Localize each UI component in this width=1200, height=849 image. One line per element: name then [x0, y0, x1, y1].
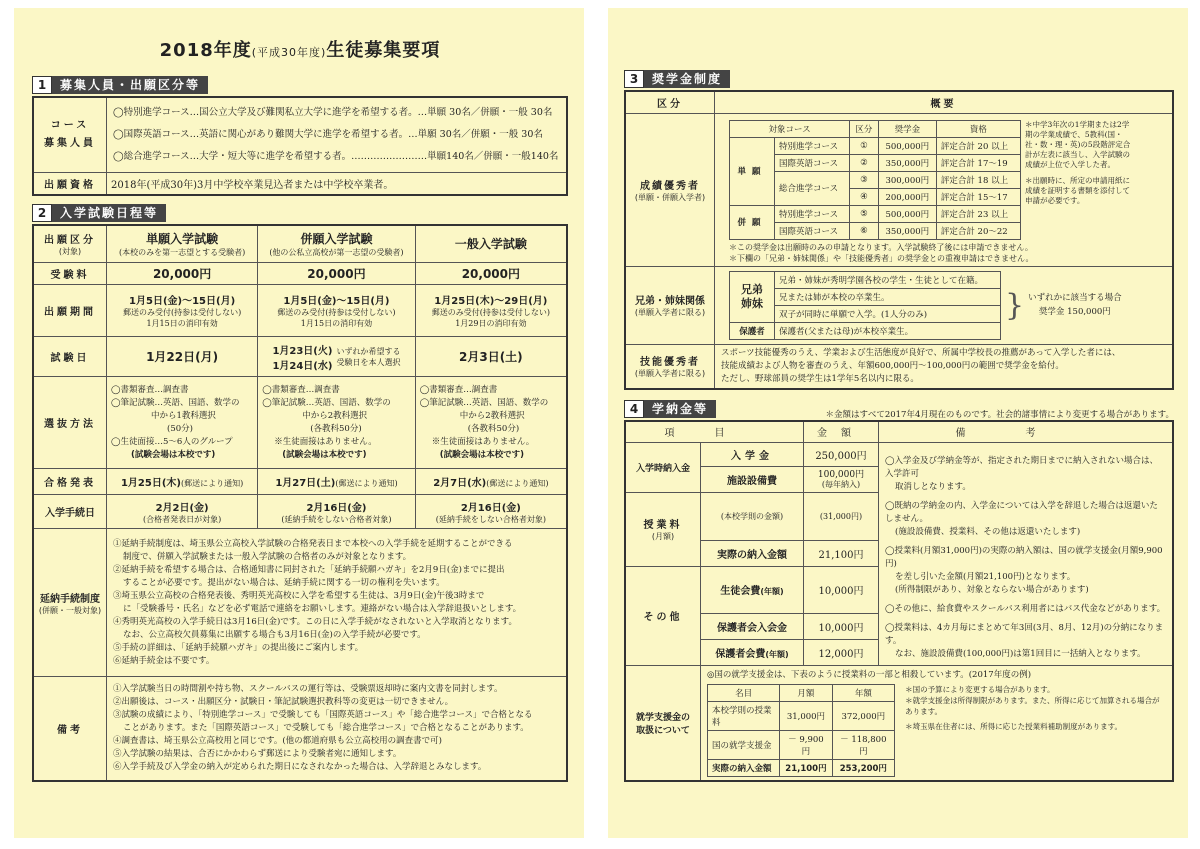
aid-table: 名目 月額 年額 本校学則の授業料 31,000円 372,000円 国の就学支援金 － 9,900円 － 118,800円 実際の納入金額 21,100円 253,200円: [707, 684, 895, 777]
fee-note: ＊金額はすべて2017年4月現在のものです。社会的諸事情により変更する場合があります。: [825, 409, 1174, 420]
schedule-table: 出願区分 (対象) 単願入学試験 (本校のみを第一志望とする受験者) 併願入学試験 (他の公私立高校が第一志望の受験者) 一般入学試験 受験料 20,000円 20,000円 20,000円 出願期間 1月5日(金)〜15日(月) 郵送のみ受付(持参は受付しない) 1月15日の消印有効 1月5日(金)〜15日(月) 郵送のみ受付(持参は受付しない) 1月15日の消印有効 1月25日(木)〜29日(月) 郵送のみ受付(持参は受付しない) 1月29日の消印有効 試験日 1月22日(月) 1月23日(火) 1月24日(水) いずれか希望する 受験日を本人選択 2月3日(土) 選抜方法 ◯書類審査…調査書 ◯筆記試験…英語、国語、数学の 中から1教科選択 (50分) ◯生徒面接…5〜6人のグループ (試験会場は本校です) ◯書類審査…調査書 ◯筆記試験…英語、国語、数学の 中から2教科選択 (各教科50分) ※生徒面接はありません。 (試験会場は本校です) ◯書類審査…調査書 ◯筆記試験…英語、国語、数学の 中から2教科選択 (各教科50分) ※生徒面接はありません。 (試験会場は本校です) 合格発表 1月25日(木)(郵送により通知) 1月27日(土)(郵送により通知) 2月7日(水)(郵送により通知) 入学手続日 2月2日(金) (合格者発表日が対象) 2月16日(金) (延納手続をしない合格者対象) 2月16日(金) (延納手続をしない合格者対象) 延納手続制度 (併願・一般対象) ①延納手続制度は、埼玉県公立高校入学試験の合格発表日まで本校への入学手続を延期することができる 制度で、併願入学試験または一般入学試験の合格者のみが対象となります。 ②延納手続を希望する場合は、合格通知書に同封された「延納手続願ハガキ」を2月9日(金)までに提出 することが必要です。提出がない場合は、延納手続に関する一切の権利を失います。 ③埼玉県公立高校の合格発表後、秀明英光高校に入学を希望する生徒は、3月9日(金)午後3時まで に「受験番号・氏名」などを必ず電話で連絡をお願いします。連絡がない場合は入学辞退扱いとします。 ④秀明英光高校の入学手続日は3月16日(金)です。この日に入学手続がなされないと入学取消となります。 なお、公立高校欠員募集に出願する場合も3月16日(金)の入学手続が必要です。 ⑤手続の詳細は、「延納手続願ハガキ」の提出後にご案内します。 ⑥延納手続金は不要です。 備考 ①入学試験当日の時間割や持ち物、スクールバスの運行等は、受験票返却時に案内文書を同封します。 ②出願後は、コース・出願区分・試験日・筆記試験選択教科等の変更は一切できません。 ③試験の成績により、「特別進学コース」で受験しても「国際英語コース」や「総合進学コース」で合格となる ことがあります。また「国際英語コース」で受験しても「総合進学コース」で合格となることがあります。 ④調査書は、埼玉県公立高校用と同じです。(他の都道府県も公立高校用の調査書で可) ⑤入学試験の結果は、合否にかかわらず郵送により受験者宛に通知します。 ⑥入学手続及び入学金の納入が定められた期日になされなかった場合は、入学辞退とみなします。: [32, 224, 568, 782]
course-item: ◯特別進学コース…国公立大学及び難関私立大学に進学を希望する者。…単願 30名／併願・一般 30名: [113, 107, 553, 118]
fees-table: 項目 金額 備考 入学時納入金 入学金 250,000円 ◯入学金及び学納金等が、指定された期日までに納入されない場合は、入学許可 取消しとなります。 ◯既納の学納金の内、入学金については入学を辞退した場合は返還いたしません。 (施設設備費、授業料、その他は返還いたします) ◯授業料(月額31,000円)の実際の納入額は、国の就学支援金(月額9,900円) を差し引いた金額(月額21,100円)となります。 (所得制限があり、対象とならない場合があります) ◯その他に、給食費やスクールバス利用者にはバス代金などがあります。 ◯授業料は、4カ月毎にまとめて年3回(3月、8月、12月)の分納になります。 なお、施設設備費(100,000円)は第1回目に一括納入となります。 施設設備費 100,000円 (毎年納入) 授業料 (月額) (本校学則の金額) (31,000円) 実際の納入金額 21,100円 その他 生徒会費(年額) 10,000円 保護者会入会金 10,000円 保護者会費(年額) 12,000円 就学支援金の 取扱について ◎国の就学支援金は、下表のように授業料の一部と相殺しています。(2017年度の例) 名目 月額 年額 本校学則の授業料 31,000円 372,000円 国の就学支援金 － 9,900円 － 118,800円 実際の納入金額 21,100円 253,200円 ＊国の予算により変更する場合があります。 ＊就学支援金は所得制限があります。また、所得に応じて加算される場合があります。 ＊埼玉県在住者には、所得に応じた授業料補助制度があります。: [624, 420, 1174, 783]
scholarship-table: 区分 概要 成績優秀者 (単願・併願入学者) 対象コース 区分 奨学金 資格 単願 特別進学コース ① 500,000円 評定合計 20 以上 国際英語コース ② 350,000円 評定合計 17〜19 総合進学コース ③ 300,000円 評定合計 18 以上 ④ 200,000円 評定合計 15〜17 併願 特別進学コース ⑤ 500,000円 評定合計 23 以上 国際英語コース ⑥ 350,000円 評定合計 20〜22 ＊中学3年次の1学期または2学期の学業成績で、5教科(国・社・数・理・英)の5段階評定合計が左表に該当し、入学試験の成績が上位で入学した者。 ＊出願時に、所定の申請用紙に成績を証明する書類を添付して申請が必要です。 ＊この奨学金は出願時のみの申請となります。入学試験終了後には申請できません。 ＊下欄の「兄弟・姉妹関係」や「技能優秀者」の奨学金との重複申請はできません。 兄弟・姉妹関係 (単願入学者に限る) 兄弟 姉妹 兄弟・姉妹が秀明学園各校の学生・生徒として在籍。 兄または姉が本校の卒業生。 双子が同時に単願で入学。(1人分のみ) 保護者 保護者(父または母)が本校卒業生。 } いずれかに該当する場合 奨学金 150,000円 技能優秀者 (単願入学者に限る) スポーツ技能優秀のうえ、学業および生活態度が良好で、所属中学校長の推薦があって入学した者には、 技能成績および人物を審査のうえ、年額600,000円〜100,000円の範囲で奨学金を給付。 ただし、野球部員の奨学生は1学年5名以内に限る。: [624, 90, 1174, 390]
section-1-header: 1 募集人員・出願区分等: [32, 76, 568, 94]
page-title: 2018年度(平成30年度)生徒募集要項: [159, 40, 441, 61]
left-page: [14, 8, 584, 838]
section-4-header: 4 学納金等: [624, 400, 716, 418]
recruitment-table: コース 募集人員 ◯特別進学コース…国公立大学及び難関私立大学に進学を希望する者。…単願 30名／併願・一般 30名 ◯国際英語コース…英語に関心があり難関大学に進学を希望する者。…単願 30名／併願・一般 30名 ◯総合進学コース…大学・短大等に進学を希望する者。……………………単願140名／併願・一般140名 出願資格 2018年(平成30年)3月中学校卒業見込者または中学校卒業者。: [32, 96, 568, 196]
section-2-header: 2 入学試験日程等: [32, 204, 568, 222]
sibling-table: 兄弟 姉妹 兄弟・姉妹が秀明学園各校の学生・生徒として在籍。 兄または姉が本校の卒業生。 双子が同時に単願で入学。(1人分のみ) 保護者 保護者(父または母)が本校卒業生。: [729, 271, 1001, 340]
merit-inner-table: 対象コース 区分 奨学金 資格 単願 特別進学コース ① 500,000円 評定合計 20 以上 国際英語コース ② 350,000円 評定合計 17〜19 総合進学コース ③ 300,000円 評定合計 18 以上 ④ 200,000円 評定合計 15〜17 併願 特別進学コース ⑤ 500,000円 評定合計 23 以上 国際英語コース ⑥ 350,000円 評定合計 20〜22: [729, 120, 1021, 240]
section-3-header: 3 奨学金制度: [624, 70, 1174, 88]
right-page: [608, 8, 1188, 838]
course-item: ◯国際英語コース…英語に関心があり難関大学に進学を希望する者。…単願 30名／併願・一般 30名: [113, 129, 543, 140]
course-item: ◯総合進学コース…大学・短大等に進学を希望する者。……………………単願140名／併願・一般140名: [113, 151, 559, 162]
